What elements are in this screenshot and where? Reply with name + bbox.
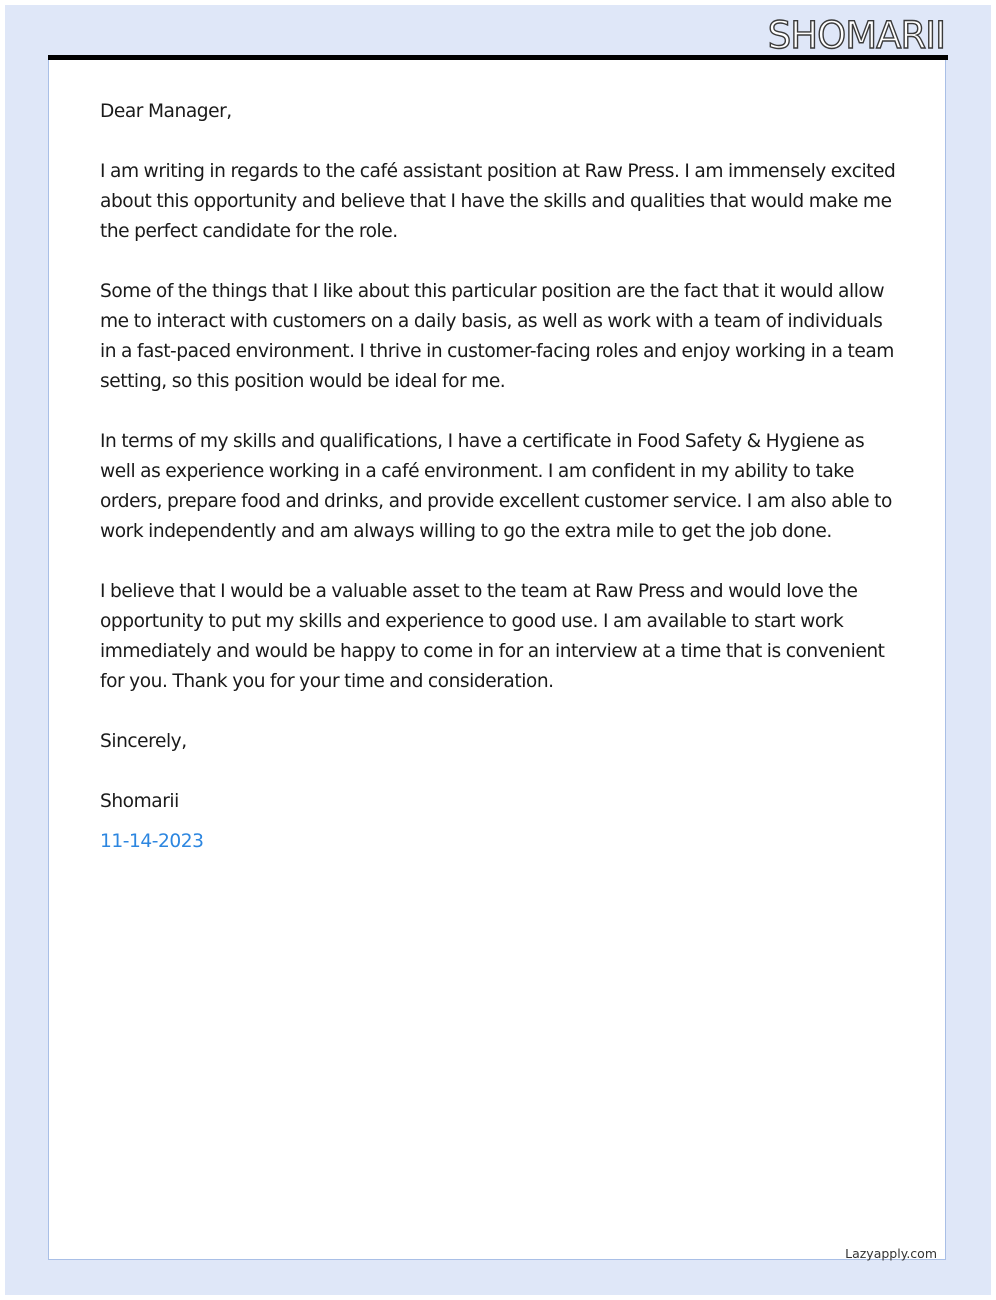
paragraph-3: In terms of my skills and qualifications, I have a certificate in Food Safety & Hygiene as well as experience working in a café environment. I am confident in my ability to take orders, prepare food and drinks, and provide excellent customer service. I am also able to work independently and am always willing to go the extra mile to get the job done. xyxy=(100,431,892,542)
paragraph-1: I am writing in regards to the café assistant position at Raw Press. I am immensely excited about this opportunity and believe that I have the skills and qualities that would make me the perfect candidate for the role. xyxy=(100,161,896,242)
footer-brand: Lazyapply.com xyxy=(845,1246,937,1261)
paragraph-4: I believe that I would be a valuable asset to the team at Raw Press and would love the opportunity to put my skills and experience to good use. I am available to start work immediately and would be happy to come in for an interview at a time that is convenient for you. Thank you for your time and consideration. xyxy=(100,581,885,692)
signature: Shomarii xyxy=(100,791,179,812)
letter-body xyxy=(100,97,900,857)
letter-date: 11-14-2023 xyxy=(100,831,204,852)
header-name: SHOMARII xyxy=(767,14,945,57)
salutation: Dear Manager, xyxy=(100,101,232,122)
paragraph-2: Some of the things that I like about this particular position are the fact that it would allow me to interact with customers on a daily basis, as well as work with a team of individuals in a fast-paced environment. I thrive in customer-facing roles and enjoy working in a team setting, so this position would be ideal for me. xyxy=(100,281,894,392)
closing: Sincerely, xyxy=(100,731,187,752)
